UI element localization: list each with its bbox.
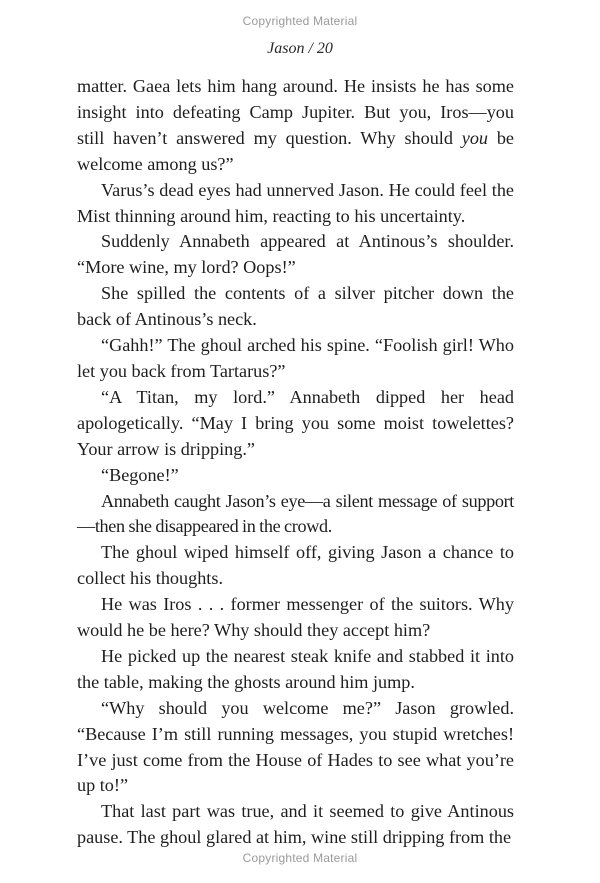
paragraph-7: “Begone!” (101, 464, 179, 485)
paragraph-12: “Why should you welcome me?” Jason growled. “Because I’m still running messages, you stupid wretches! I’ve just come from the House of Hades to see what you’re up to!” (77, 697, 514, 796)
paragraph-6: “A Titan, my lord.” Annabeth dipped her head apologetically. “May I bring you some moist towelettes? Your arrow is dripping.” (77, 386, 514, 459)
page-body (77, 74, 514, 851)
copyright-watermark-top: Copyrighted Material (242, 14, 358, 28)
running-head: Jason / 20 (267, 40, 333, 57)
paragraph-4: She spilled the contents of a silver pitcher down the back of Antinous’s neck. (77, 283, 514, 330)
paragraph-1-text-start: matter. Gaea lets him hang around. He insists he has some insight into defeating Camp Jupiter. But you, Iros—you still haven’t answered my question. Why should (77, 76, 514, 148)
paragraph-1 (77, 74, 514, 178)
paragraph-11: He picked up the nearest steak knife and stabbed it into the table, making the ghosts around him jump. (77, 645, 514, 692)
paragraph-13: That last part was true, and it seemed to give Antinous pause. The ghoul glared at him, wine still dripping from the (77, 801, 514, 848)
paragraph-9: The ghoul wiped himself off, giving Jason a chance to collect his thoughts. (77, 542, 514, 589)
paragraph-2: Varus’s dead eyes had unnerved Jason. He could feel the Mist thinning around him, reacting to his uncertainty. (77, 179, 514, 226)
copyright-watermark-bottom: Copyrighted Material (242, 851, 358, 865)
paragraph-10: He was Iros . . . former messenger of the suitors. Why would he be here? Why should they accept him? (77, 594, 514, 641)
paragraph-3: Suddenly Annabeth appeared at Antinous’s shoulder. “More wine, my lord? Oops!” (77, 231, 514, 278)
paragraph-1-text-end: be welcome among us?” (77, 127, 515, 174)
paragraph-8: Annabeth caught Jason’s eye—a silent message of support—then she disappeared in the crowd. (77, 490, 514, 537)
paragraph-1-emphasis: you (461, 127, 489, 148)
paragraph-5: “Gahh!” The ghoul arched his spine. “Foolish girl! Who let you back from Tartarus?” (77, 335, 514, 381)
